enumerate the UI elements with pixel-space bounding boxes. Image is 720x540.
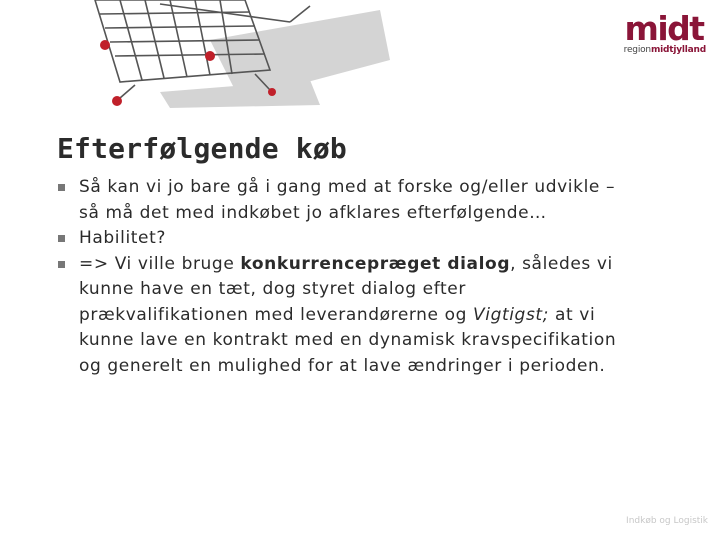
svg-text:midt: midt	[624, 14, 704, 44]
bullet-marker-icon	[58, 261, 65, 268]
bullet-text-italic: Vigtigst;	[473, 304, 549, 325]
bullet-text: Så kan vi jo bare gå i gang med at forske og/eller udvikle – så må det med indkøbet jo afklares efterfølgende…	[79, 177, 616, 223]
bullet-marker-icon	[58, 184, 65, 191]
bullet-text: , således vi kunne have en tæt, dog styret dialog efter prækvalifikationen med leverandørerne og	[79, 253, 613, 325]
logo-wordmark	[618, 14, 710, 44]
bullet-marker-icon	[58, 235, 65, 242]
bullet-text: Habilitet?	[79, 228, 166, 248]
bullet-text: => Vi ville bruge	[79, 253, 241, 274]
bullet-item	[58, 226, 618, 252]
bullet-item	[58, 252, 618, 380]
bullet-list	[58, 175, 618, 379]
slide-title: Efterfølgende køb	[57, 132, 347, 165]
logo-subtitle: regionmidtjylland	[623, 45, 706, 55]
shopping-cart-image	[60, 0, 390, 110]
footer-label: Indkøb og Logistik	[626, 516, 708, 526]
bullet-text: at vi kunne lave en kontrakt med en dynamisk kravspecifikation og generelt en mulighed for at lave ændringer i perioden.	[79, 304, 617, 376]
bullet-item	[58, 175, 618, 226]
region-midtjylland-logo	[618, 14, 710, 58]
bullet-text-bold: konkurrencepræget dialog	[240, 253, 511, 274]
